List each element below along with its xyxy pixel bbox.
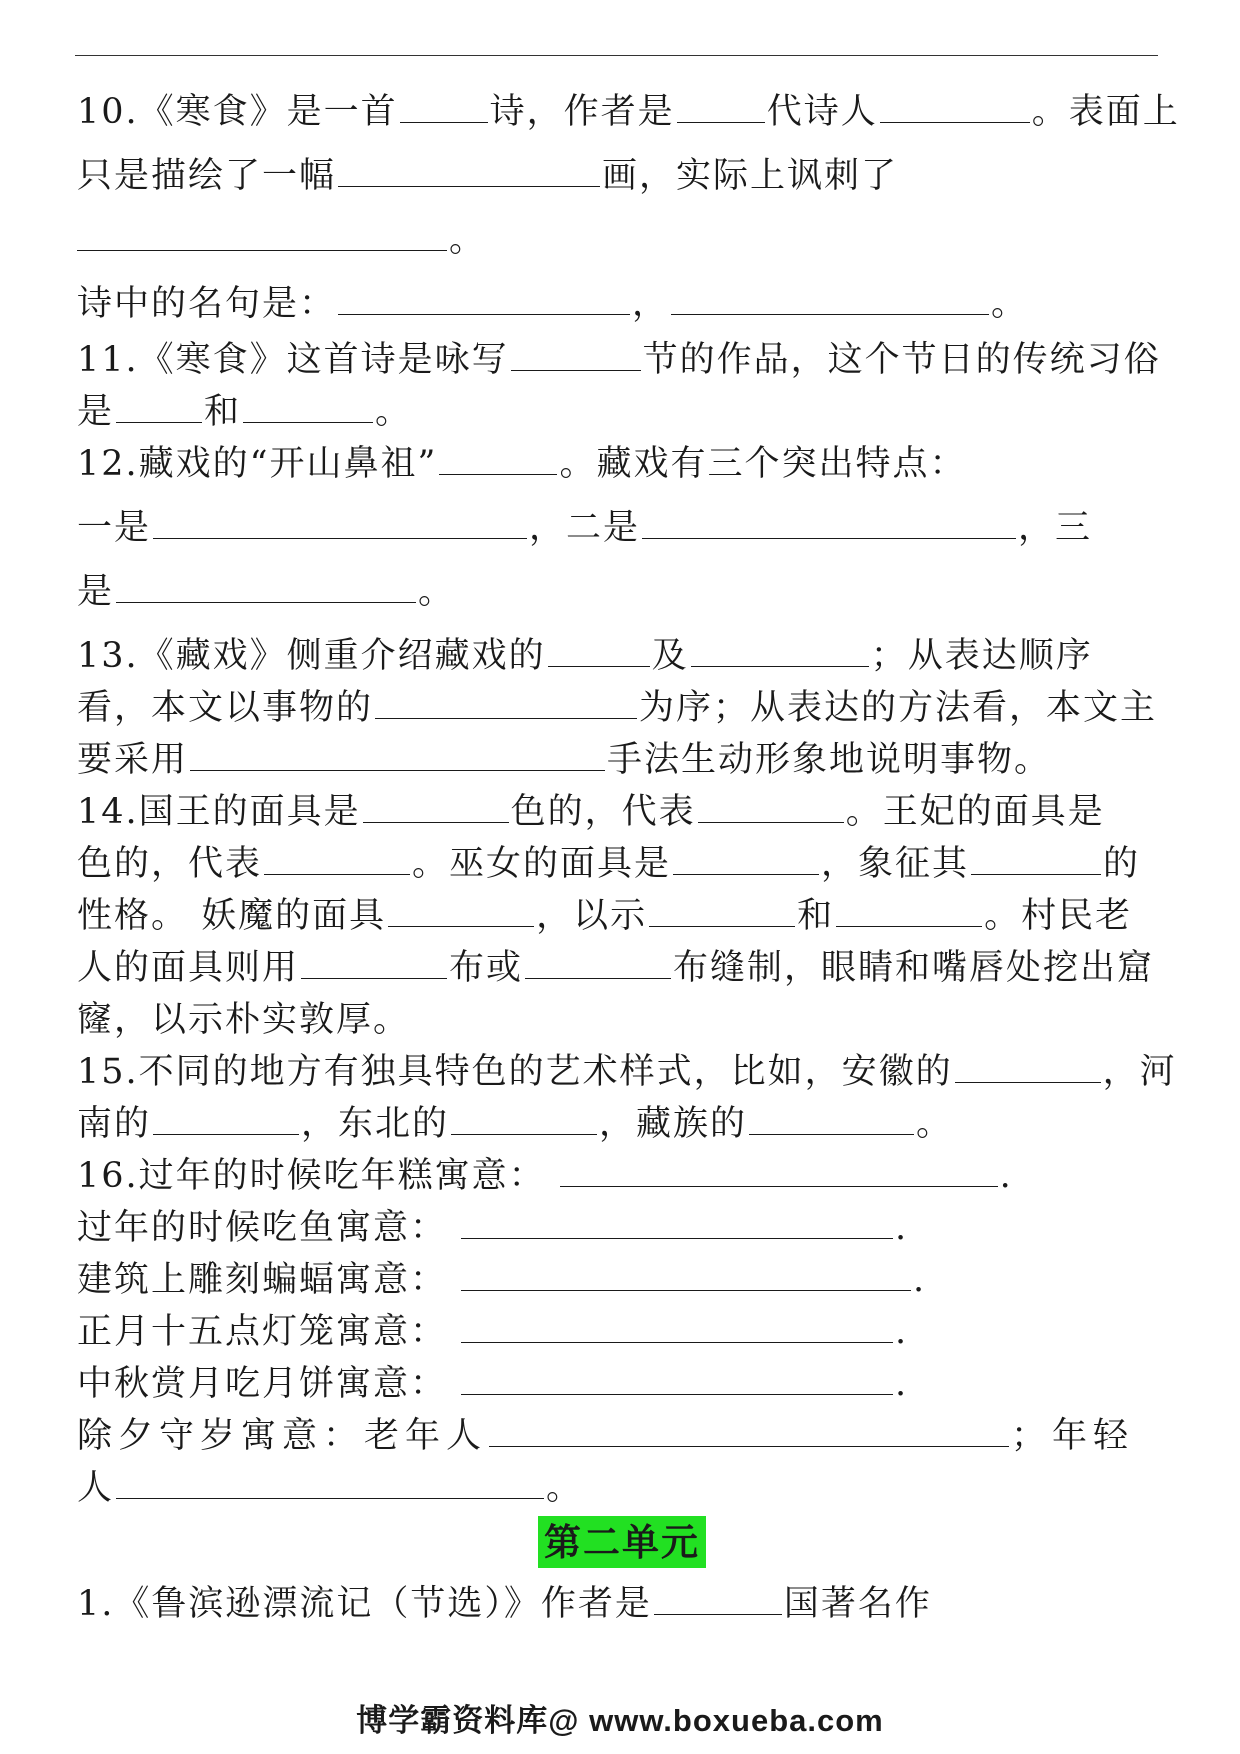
q13-line-3: 要采用 手法生动形象地说明事物。 [77, 740, 1052, 780]
q14-line-4: 人的面具则用 布或 布缝制，眼睛和嘴唇处挖出窟 [77, 948, 1155, 988]
q10-line-4: 诗中的名句是： ， 。 [77, 284, 1029, 324]
q14-line-3: 性格。 妖魔的面具 ，以示 和 。村民老 [77, 896, 1133, 936]
q16-line-1: 16.过年的时候吃年糕寓意： . [77, 1156, 1013, 1196]
blank[interactable] [116, 1470, 544, 1499]
blank[interactable] [654, 1586, 782, 1615]
q15-line-1: 15.不同的地方有独具特色的艺术样式，比如，安徽的 ，河 [77, 1052, 1177, 1092]
q11-line-1: 11.《寒食》这首诗是咏写 节的作品，这个节日的传统习俗 [77, 340, 1161, 380]
blank[interactable] [698, 794, 844, 823]
blank[interactable] [451, 1106, 597, 1135]
blank[interactable] [671, 286, 989, 315]
q10-line-1: 10.《寒食》是一首 诗，作者是 代诗人 。表面上 [77, 92, 1180, 132]
blank[interactable] [749, 1106, 914, 1135]
blank[interactable] [116, 574, 416, 603]
q13-line-1: 13.《藏戏》侧重介绍藏戏的 及 ；从表达顺序 [77, 636, 1093, 676]
q16-line-2: 过年的时候吃鱼寓意： . [77, 1208, 909, 1248]
blank[interactable] [77, 222, 447, 251]
q16-line-5: 中秋赏月吃月饼寓意： . [77, 1364, 909, 1404]
q15-line-2: 南的 ，东北的 ，藏族的 。 [77, 1104, 954, 1144]
q10-line-2: 只是描绘了一幅 画，实际上讽刺了 [77, 156, 899, 196]
q14-line-2: 色的，代表 。巫女的面具是 ，象征其 的 [77, 844, 1141, 884]
blank[interactable] [511, 342, 641, 371]
blank[interactable] [880, 94, 1030, 123]
blank[interactable] [560, 1158, 998, 1187]
blank[interactable] [971, 846, 1101, 875]
blank[interactable] [525, 950, 671, 979]
blank[interactable] [153, 510, 527, 539]
blank[interactable] [338, 158, 600, 187]
blank[interactable] [489, 1418, 1009, 1447]
unit-heading-row [77, 1516, 1167, 1574]
blank[interactable] [264, 846, 410, 875]
q16-line-3: 建筑上雕刻蝙蝠寓意： . [77, 1260, 927, 1300]
blank[interactable] [461, 1314, 893, 1343]
blank[interactable] [649, 898, 795, 927]
blank[interactable] [338, 286, 630, 315]
q14-line-1: 14.国王的面具是 色的，代表 。王妃的面具是 [77, 792, 1105, 832]
blank[interactable] [836, 898, 982, 927]
q16-line-7: 人 。 [77, 1468, 584, 1508]
unit2-q1-line: 1.《鲁滨逊漂流记（节选）》作者是 国著名作 [77, 1584, 932, 1624]
q13-line-2: 看，本文以事物的 为序；从表达的方法看，本文主 [77, 688, 1158, 728]
blank[interactable] [190, 742, 605, 771]
unit-heading: 第二单元 [538, 1516, 706, 1568]
watermark-footer: 博学霸资料库@ www.boxueba.com [356, 1703, 884, 1738]
worksheet [77, 92, 1180, 1624]
blank[interactable] [375, 690, 637, 719]
blank[interactable] [955, 1054, 1101, 1083]
blank[interactable] [691, 638, 869, 667]
q16-line-6: 除夕守岁寓意：老年人 ；年轻 [77, 1416, 1135, 1456]
q11-line-2: 是 和 。 [77, 392, 413, 432]
q10-line-3: 。 [77, 220, 1167, 260]
top-rule [75, 55, 1158, 56]
blank[interactable] [642, 510, 1016, 539]
blank[interactable] [243, 394, 373, 423]
q14-line-5: 窿，以示朴实敦厚。 [77, 1000, 411, 1040]
q12-line-3: 是 。 [77, 572, 456, 612]
blank[interactable] [116, 394, 202, 423]
blank[interactable] [673, 846, 819, 875]
blank[interactable] [677, 94, 765, 123]
blank[interactable] [400, 94, 488, 123]
q12-line-2: 一是 ，二是 ，三 [77, 508, 1093, 548]
q12-line-1: 12.藏戏的“开山鼻祖” 。藏戏有三个突出特点： [77, 444, 967, 484]
blank[interactable] [301, 950, 447, 979]
blank[interactable] [461, 1262, 911, 1291]
blank[interactable] [548, 638, 650, 667]
blank[interactable] [153, 1106, 299, 1135]
blank[interactable] [363, 794, 509, 823]
q16-line-4: 正月十五点灯笼寓意： . [77, 1312, 909, 1352]
blank[interactable] [439, 446, 557, 475]
blank[interactable] [388, 898, 534, 927]
blank[interactable] [461, 1210, 893, 1239]
blank[interactable] [461, 1366, 893, 1395]
